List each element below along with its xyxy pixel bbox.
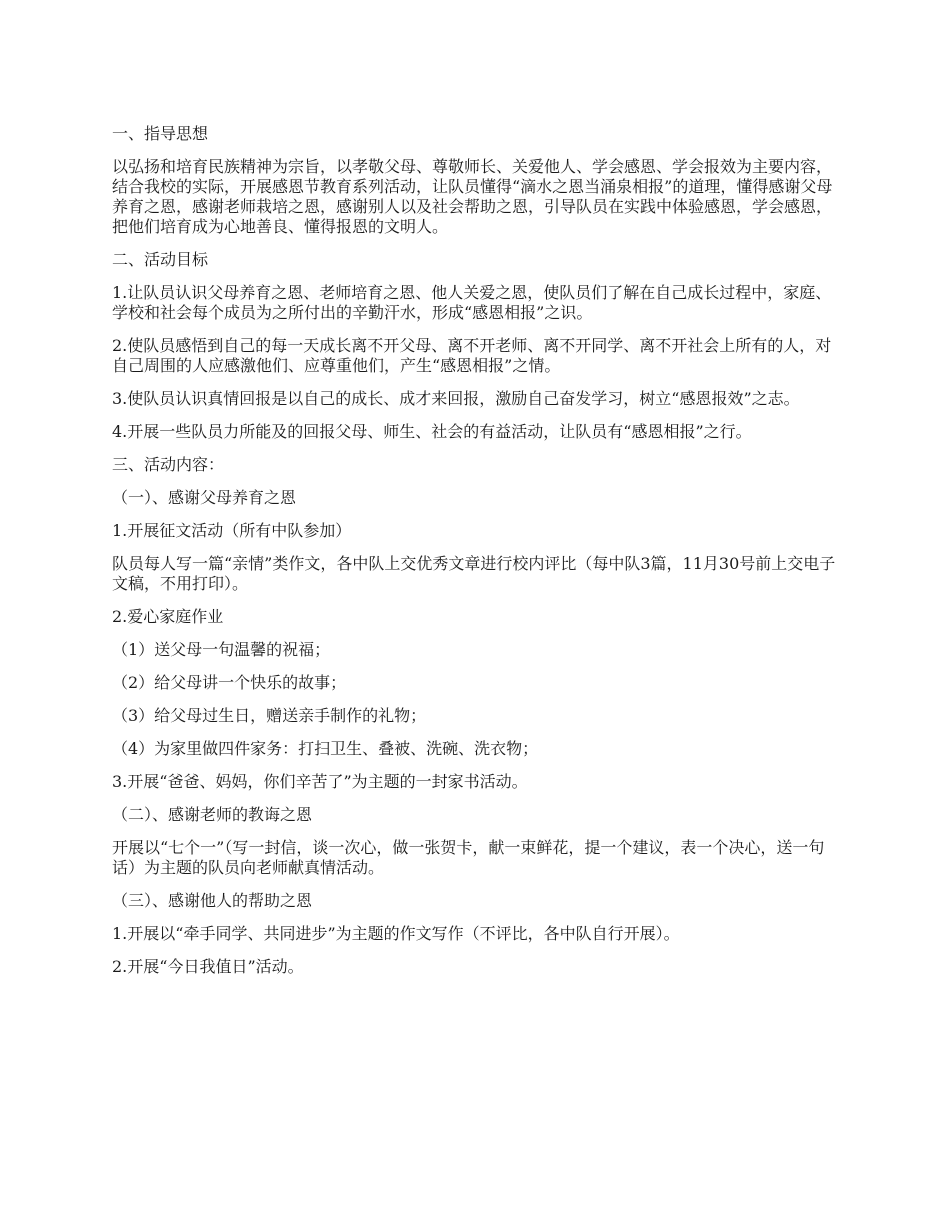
- goal-item-4: 4.开展一些队员力所能及的回报父母、师生、社会的有益活动，让队员有“感恩相报”之行。: [112, 422, 752, 441]
- homework-item-1: （1）送父母一句温馨的祝福；: [112, 640, 331, 659]
- homework-item-2: （2）给父母讲一个快乐的故事；: [112, 673, 347, 692]
- heading-activity-goals: 二、活动目标: [112, 250, 209, 269]
- subheading-thank-parents: （一）、感谢父母养育之恩: [112, 488, 297, 507]
- document-body: [112, 124, 838, 990]
- parents-item-1-detail: 队员每人写一篇“亲情”类作文，各中队上交优秀文章进行校内评比（每中队3篇，11月30号前上交电子文稿，不用打印）。: [112, 554, 836, 593]
- parents-item-3: 3.开展“爸爸、妈妈，你们辛苦了”为主题的一封家书活动。: [112, 772, 528, 791]
- paragraph-guiding-ideology: 以弘扬和培育民族精神为宗旨，以孝敬父母、尊敬师长、关爱他人、学会感恩、学会报效为主要内容，结合我校的实际，开展感恩节教育系列活动，让队员懂得“滴水之恩当涌泉相报”的道理，懂得感谢父母养育之恩，感谢老师栽培之恩，感谢别人以及社会帮助之恩，引导队员在实践中体验感恩，学会感恩，把他们培育成为心地善良、懂得报恩的文明人。: [112, 157, 833, 236]
- others-item-2: 2.开展“今日我值日”活动。: [112, 957, 304, 976]
- heading-guiding-ideology: 一、指导思想: [112, 124, 209, 143]
- teachers-detail: 开展以“七个一”（写一封信，谈一次心，做一张贺卡，献一束鲜花，提一个建议，表一个决心，送一句话）为主题的队员向老师献真情活动。: [112, 838, 825, 877]
- homework-item-3: （3）给父母过生日，赠送亲手制作的礼物；: [112, 706, 427, 725]
- heading-activity-content: 三、活动内容：: [112, 455, 225, 474]
- parents-item-1: 1.开展征文活动（所有中队参加）: [112, 521, 352, 540]
- others-item-1: 1.开展以“牵手同学、共同进步”为主题的作文写作（不评比，各中队自行开展）。: [112, 924, 680, 943]
- goal-item-1: 1.让队员认识父母养育之恩、老师培育之恩、他人关爱之恩，使队员们了解在自己成长过程中，家庭、学校和社会每个成员为之所付出的辛勤汗水，形成“感恩相报”之识。: [112, 283, 832, 322]
- homework-item-4: （4）为家里做四件家务：打扫卫生、叠被、洗碗、洗衣物；: [112, 739, 539, 758]
- goal-item-3: 3.使队员认识真情回报是以自己的成长、成才来回报，激励自己奋发学习，树立“感恩报效”之志。: [112, 389, 800, 408]
- subheading-thank-teachers: （二）、感谢老师的教诲之恩: [112, 805, 313, 824]
- subheading-thank-others: （三）、感谢他人的帮助之恩: [112, 891, 313, 910]
- goal-item-2: 2.使队员感悟到自己的每一天成长离不开父母、离不开老师、离不开同学、离不开社会上所有的人，对自己周围的人应感激他们、应尊重他们，产生“感恩相报”之情。: [112, 336, 832, 375]
- parents-item-2: 2.爱心家庭作业: [112, 607, 224, 626]
